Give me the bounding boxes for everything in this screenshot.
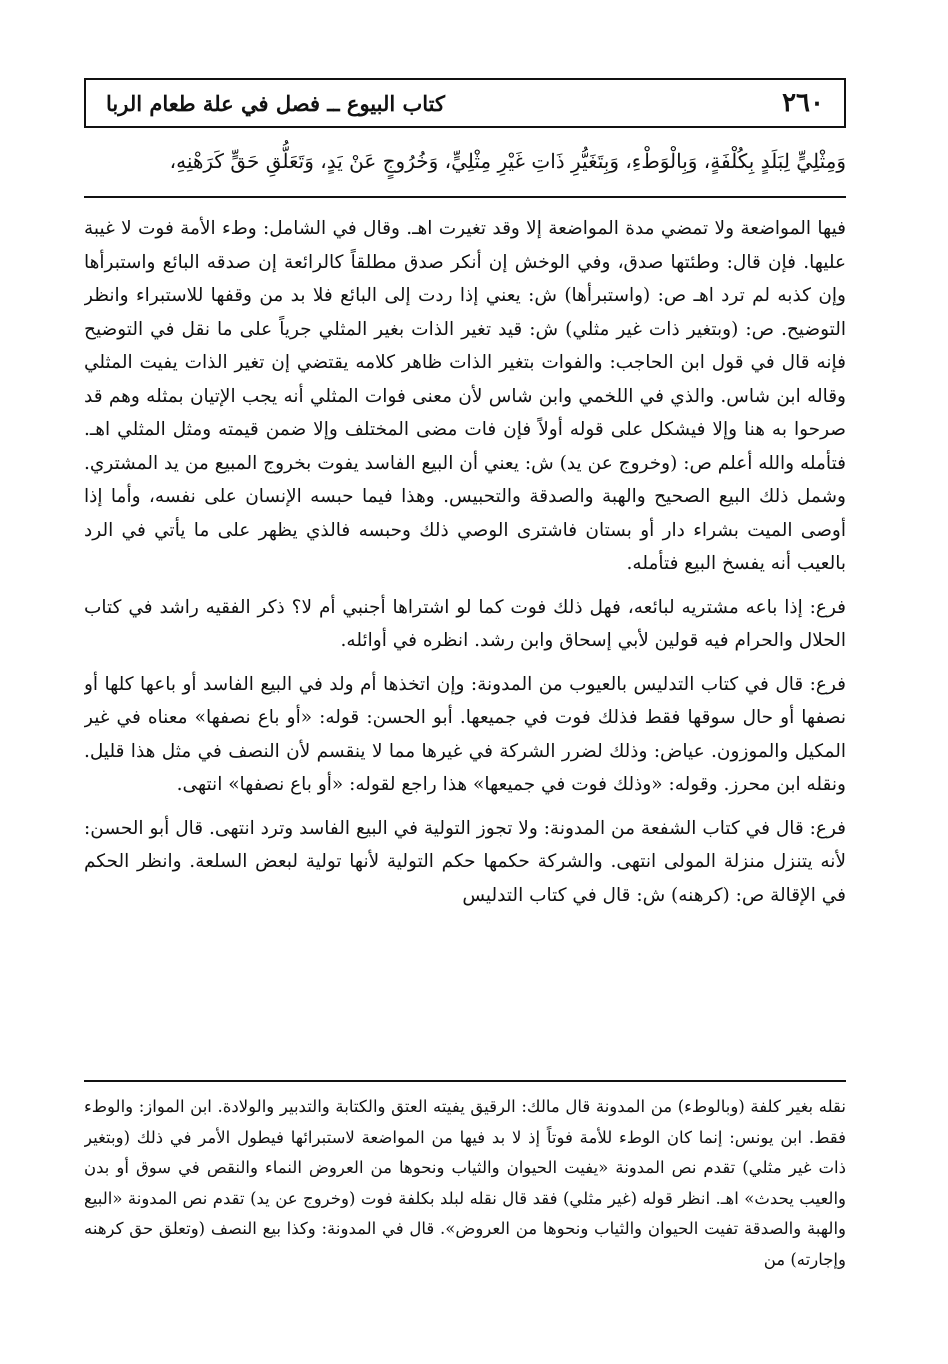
footnote-text: نقله بغير كلفة (وبالوطء) من المدونة قال مالك: الرقيق يفيته العتق والكتابة والتدبير والولادة. ابن المواز: والوطء فقط. ابن يونس: إنما كان الوطء للأمة فوتاً إذ لا بد فيها من المواضعة لاستبرائها فيطول الأمر في ذلك (وبتغير ذات غير مثلي) تقدم نص المدونة «يفيت الحيوان والثياب ونحوها من العروض النماء والنقص في سوق أو بدن والعيب يحدث» اهـ. انظر قوله (غير مثلي) فقد قال نقله لبلد بكلفة فوت (وخروج عن يد) تقدم نص المدونة «البيع والهبة والصدقة تفيت الحيوان والثياب ونحوها من العروض». قال في المدونة: وكذا بيع النصف (وتعلق حق كرهنه وإجارته) من — [84, 1097, 846, 1269]
commentary-paragraph: فرع: قال في كتاب الشفعة من المدونة: ولا تجوز التولية في البيع الفاسد وترد انتهى. قال أبو الحسن: لأنه يتنزل منزلة المولى انتهى. والشركة حكمها حكم التولية لأنها تولية لبعض السلعة. وانظر الحكم في الإقالة ص: (كرهنه) ش: قال في كتاب التدليس — [84, 817, 846, 906]
main-text-line: وَمِثْلِيٍّ لِبَلَدٍ بِكُلْفَةٍ، وَبِالْوَطْءِ، وَبِتَغَيُّرِ ذَاتِ غَيْرِ مِثْلِيٍّ، وَخُرُوجٍ عَنْ يَدٍ، وَتَعَلُّقِ حَقٍّ كَرَهْنِهِ، — [169, 149, 846, 173]
divider-footnotes — [84, 1080, 846, 1082]
page-number: ٢٦٠ — [782, 88, 824, 118]
page-header — [84, 78, 846, 128]
commentary-paragraph: فرع: قال في كتاب التدليس بالعيوب من المدونة: وإن اتخذها أم ولد في البيع الفاسد أو باعها كلها أو نصفها أو حال سوقها فقط فذلك فوت في جميعها. أبو الحسن: قوله: «أو باع نصفها» معناه في غير المكيل والموزون. عياض: وذلك لضرر الشركة في غيرها مما لا ينقسم لأن النصف في مثل هذا قليل. ونقله ابن محرز. وقوله: «وذلك فوت في جميعها» هذا راجع لقوله: «أو باع نصفها» انتهى. — [84, 673, 846, 795]
running-title: كتاب البيوع ــ فصل في علة طعام الربا — [106, 90, 446, 116]
commentary-paragraph: فيها المواضعة ولا تمضي مدة المواضعة إلا وقد تغيرت اهـ. وقال في الشامل: وطء الأمة فوت لا غيبة عليها. فإن قال: وطئتها صدق، وفي الوخش إن أنكر صدق مطلقاً كالرائعة إن صدقه البائع واستبرأها وإن كذبه لم ترد اهـ ص: (واستبرأها) ش: يعني إذا ردت إلى البائع فلا بد من وقفها للاستبراء وانظر التوضيح. ص: (وبتغير ذات غير مثلي) ش: قيد تغير الذات بغير المثلي جرياً على ما نقل في التوضيح فإنه قال في قول ابن الحاجب: والفوات بتغير الذات ظاهر كلامه يقتضي إن تغير الذات يفيت المثلي وقاله ابن شاس. والذي في اللخمي وابن شاس لأن معنى فوات المثلي أنه يجب الإتيان بمثله وهم قد صرحوا به هنا وإلا فيشكل على قوله أولاً فإن فات مضى المختلف وإلا ضمن قيمته ومثل المثلي اهـ. فتأمله والله أعلم ص: (وخروج عن يد) ش: يعني أن البيع الفاسد يفوت بخروج المبيع من يد المشتري. وشمل ذلك البيع الصحيح والهبة والصدقة والتحبيس. وهذا فيما حبسه الإنسان على نفسه، وأما إذا أوصى الميت بشراء دار أو بستان فاشترى الوصي ذلك وحبسه فالذي يظهر على ما يأتي في الرد بالعيب أنه يفسخ البيع فتأمله. — [84, 218, 846, 574]
commentary-body — [84, 212, 846, 1072]
commentary-paragraph: فرع: إذا باعه مشتريه لبائعه، فهل ذلك فوت كما لو اشتراها أجنبي أم لا؟ ذكر الفقيه راشد في كتاب الحلال والحرام فيه قولين لأبي إسحاق وابن رشد. انظره في أوائله. — [84, 596, 846, 651]
footnotes — [84, 1092, 846, 1324]
divider-top — [84, 196, 846, 198]
